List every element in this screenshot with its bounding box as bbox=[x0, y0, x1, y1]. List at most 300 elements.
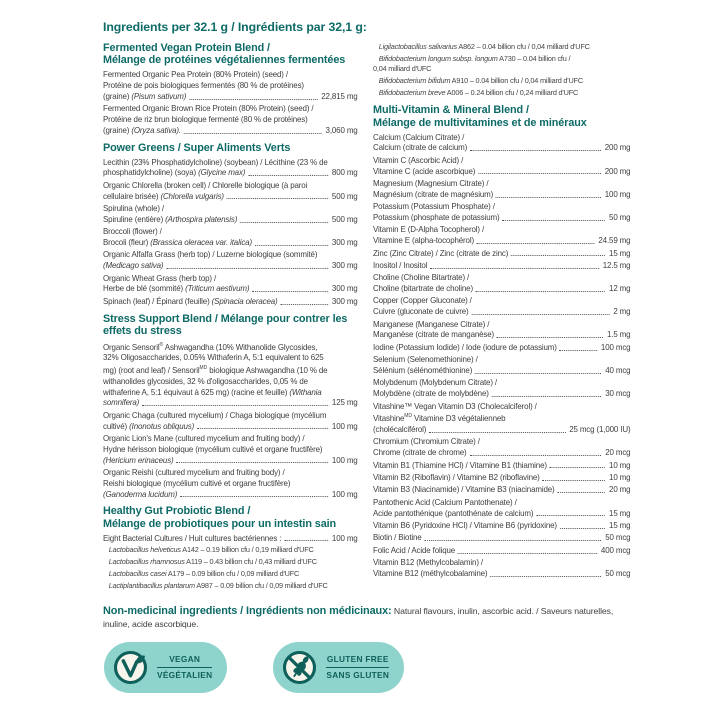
ingredient-line bbox=[373, 272, 630, 283]
ingredient-line-text bbox=[373, 413, 505, 423]
ingredient-line-text bbox=[373, 377, 497, 387]
ingredient-line-text bbox=[373, 235, 474, 246]
ingredient-line-text bbox=[373, 508, 533, 519]
ingredient-line-text bbox=[379, 76, 583, 85]
ingredient-amount: 200 mg bbox=[604, 165, 631, 176]
ingredient-text: A987 – 0.09 billion cfu / 0,09 milliard d'UFC bbox=[194, 580, 328, 590]
vegan-badge-text bbox=[157, 655, 212, 679]
ingredient-line-text bbox=[373, 484, 555, 495]
ingredient-line bbox=[373, 329, 630, 340]
ingredient-line bbox=[103, 103, 358, 114]
ingredient-amount: 200 mg bbox=[604, 142, 631, 153]
ingredient-line bbox=[373, 354, 630, 365]
ingredient-line-text bbox=[103, 226, 162, 236]
ingredient-line-text bbox=[373, 283, 473, 294]
ingredient-item bbox=[373, 545, 644, 556]
gluten-free-badge bbox=[273, 642, 404, 693]
section-heading bbox=[103, 142, 371, 154]
ingredient-line bbox=[103, 283, 358, 294]
ingredient-text: Reishi biologique (mycélium cultivé et organe fructifère) bbox=[103, 477, 291, 488]
ingredient-line-text bbox=[373, 248, 508, 259]
ingredient-line-text bbox=[103, 433, 304, 443]
ingredient-text: (graine) bbox=[103, 90, 132, 101]
section-heading-line: Power Greens / Super Aliments Verts bbox=[103, 141, 291, 154]
section-heading bbox=[373, 104, 644, 129]
ingredient-text: Protéine de pois biologiques fermentés (80 % de protéines) bbox=[103, 80, 304, 91]
ingredient-amount: 20 mg bbox=[609, 484, 631, 495]
ingredient-item bbox=[373, 132, 644, 154]
ingredient-line-text bbox=[373, 460, 547, 471]
ingredient-text: Folic Acid / Acide folique bbox=[373, 544, 456, 555]
ingredient-line bbox=[103, 387, 358, 398]
ingredient-line-text bbox=[103, 167, 245, 178]
ingredient-amount: 100 mg bbox=[331, 454, 358, 465]
ingredient-text: Choline (Choline Bitartrate) / bbox=[373, 272, 470, 283]
ingredient-line bbox=[103, 167, 358, 178]
ingredient-text: Manganèse (citrate de manganèse) bbox=[373, 329, 495, 340]
ingredient-line-text bbox=[103, 342, 317, 352]
ingredient-text: phosphatidylcholine) (soya) bbox=[103, 167, 199, 178]
ingredient-text: Bifidobacterium breve bbox=[378, 87, 446, 97]
dot-leader bbox=[430, 268, 599, 269]
dot-leader bbox=[240, 222, 328, 223]
ingredient-amount: 15 mg bbox=[609, 519, 631, 530]
dot-leader bbox=[511, 255, 605, 256]
ingredient-text: biologique Ashwagandha (10 % de bbox=[207, 365, 328, 376]
ingredient-item bbox=[373, 272, 644, 294]
ingredient-line-text bbox=[103, 397, 139, 408]
dot-leader bbox=[502, 220, 605, 221]
ingredient-item bbox=[373, 42, 644, 52]
ingredient-line bbox=[373, 401, 630, 412]
ingredient-line-text bbox=[103, 157, 328, 167]
dot-leader bbox=[166, 268, 328, 269]
section-heading-line: Fermented Vegan Protein Blend / bbox=[103, 42, 270, 54]
dot-leader bbox=[458, 553, 597, 554]
ingredient-amount: 25 mcg (1,000 IU) bbox=[569, 424, 631, 435]
ingredient-text: Fermented Organic Brown Rice Protein (80% Protein) (seed) / bbox=[103, 103, 314, 114]
ingredient-line bbox=[103, 410, 358, 421]
vegan-leaf-check-icon bbox=[111, 648, 150, 687]
ingredient-text: Eight Bacterial Cultures / Huit cultures bactériennes : bbox=[103, 532, 282, 543]
ingredient-item bbox=[373, 155, 644, 177]
ingredient-line bbox=[103, 125, 358, 136]
ingredient-line bbox=[373, 295, 630, 306]
ingredient-amount: 400 mcg bbox=[600, 544, 631, 555]
ingredient-amount: 300 mg bbox=[331, 295, 358, 306]
ingredient-line bbox=[103, 467, 358, 478]
ingredient-line bbox=[373, 319, 630, 330]
ingredient-line-text bbox=[103, 203, 164, 213]
ingredient-text: Vitashine™ Vegan Vitamin D3 (Cholecalciferol) / bbox=[373, 400, 537, 411]
ingredient-text: Vitamin B6 (Pyridoxine HCl) / Vitamine B6 (pyridoxine) bbox=[373, 519, 557, 530]
ingredient-item bbox=[103, 226, 371, 248]
ingredient-amount: 3,060 mg bbox=[325, 124, 358, 135]
ingredient-item bbox=[373, 88, 644, 98]
ingredient-line bbox=[103, 180, 358, 191]
ingredient-line-text bbox=[373, 155, 463, 165]
ingredient-item bbox=[373, 401, 644, 435]
ingredient-line-text bbox=[373, 201, 495, 211]
ingredient-text: Vitashine bbox=[373, 413, 405, 424]
ingredient-line bbox=[103, 260, 358, 271]
ingredient-line-text bbox=[373, 295, 472, 305]
ingredient-line bbox=[373, 508, 630, 519]
ingredient-line-text bbox=[373, 142, 467, 153]
ingredient-line bbox=[373, 557, 630, 568]
section-heading-line: Mélange de protéines végétaliennes fermentées bbox=[103, 54, 346, 67]
gluten-free-badge-text bbox=[326, 655, 389, 679]
ingredient-line bbox=[373, 342, 630, 353]
ingredient-line-text bbox=[373, 447, 467, 458]
ingredient-amount: 24.59 mg bbox=[598, 235, 631, 246]
vegan-badge bbox=[104, 642, 227, 693]
ingredient-line-text bbox=[103, 91, 186, 102]
ingredient-line bbox=[103, 340, 358, 353]
ingredient-line-text bbox=[109, 557, 317, 566]
page-title: Ingredients per 32.1 g / Ingrédients par 32,1 g: bbox=[103, 20, 367, 34]
ingredient-item bbox=[373, 484, 644, 495]
ingredient-line-text bbox=[373, 424, 426, 435]
ingredient-amount: 1.5 mg bbox=[606, 329, 631, 340]
ingredient-amount: 2 mg bbox=[613, 306, 631, 317]
ingredient-line bbox=[103, 226, 358, 237]
ingredient-line-text bbox=[373, 472, 540, 483]
ingredient-item bbox=[103, 103, 371, 135]
ingredient-text: A142 – 0.19 billion cfu / 0,19 milliard d'UFC bbox=[180, 545, 314, 555]
ingredient-text: cellulaire brisée) bbox=[103, 190, 161, 201]
non-medicinal-text: Natural flavours, inulin, ascorbic acid. / Saveurs naturelles, inuline, acide ascorbique. bbox=[103, 605, 614, 630]
dot-leader bbox=[255, 245, 328, 246]
ingredient-line-text bbox=[103, 410, 326, 420]
ingredient-item bbox=[373, 224, 644, 246]
ingredient-text: Vitamin B12 (Methylcobalamin) / bbox=[373, 557, 483, 568]
dot-leader bbox=[424, 540, 601, 541]
ingredient-line bbox=[103, 581, 358, 591]
dot-leader bbox=[189, 99, 317, 100]
ingredient-line-text bbox=[103, 352, 324, 362]
ingredient-line bbox=[373, 42, 630, 52]
ingredient-amount: 12 mg bbox=[609, 283, 631, 294]
ingredient-text: Inositol / Inositol bbox=[373, 259, 428, 270]
ingredient-text: ® bbox=[159, 341, 164, 348]
ingredient-text: (Brassica oleracea var. italica) bbox=[150, 236, 252, 247]
ingredient-text: Organic Alfalfa Grass (herb top) / Luzerne biologique (sommité) bbox=[103, 249, 318, 260]
ingredient-item bbox=[103, 581, 371, 591]
dot-leader bbox=[176, 462, 328, 463]
ingredient-text: Ashwagandha (10% Withanolide Glycosides, bbox=[163, 341, 318, 352]
ingredient-line bbox=[373, 532, 630, 543]
ingredient-text: A179 – 0.09 billion cfu / 0,09 milliard d'UFC bbox=[166, 568, 300, 578]
ingredient-amount: 100 mg bbox=[331, 532, 358, 543]
ingredient-line bbox=[373, 388, 630, 399]
ingredient-line-text bbox=[373, 329, 494, 340]
ingredient-item bbox=[103, 157, 371, 179]
ingredient-amount: 100 mg bbox=[331, 420, 358, 431]
ingredient-text: Potassium (Potassium Phosphate) / bbox=[373, 201, 495, 212]
ingredient-line bbox=[373, 248, 630, 259]
ingredient-line bbox=[103, 433, 358, 444]
ingredient-amount: 22,815 mg bbox=[321, 90, 358, 101]
ingredient-line-text bbox=[373, 306, 469, 317]
ingredient-text: Lecithin (23% Phosphatidylcholine) (soybean) / Lécithine (23 % de bbox=[103, 156, 328, 167]
ingredient-line-text bbox=[103, 260, 163, 271]
ingredient-line bbox=[373, 460, 630, 471]
section-heading bbox=[103, 42, 371, 67]
ingredient-text: (Oryza sativa). bbox=[131, 124, 181, 135]
ingredients-column-right bbox=[373, 42, 644, 580]
ingredient-line bbox=[373, 436, 630, 447]
ingredient-line bbox=[373, 377, 630, 388]
ingredient-line bbox=[373, 64, 630, 74]
dot-leader bbox=[496, 197, 601, 198]
ingredient-line-text bbox=[109, 545, 314, 554]
ingredient-line-text bbox=[103, 273, 216, 283]
ingredient-line bbox=[373, 54, 630, 64]
ingredient-line-text bbox=[373, 260, 427, 271]
ingredient-text: Organic Lion's Mane (cultured mycelium and fruiting body) / bbox=[103, 432, 305, 443]
ingredient-text: Lactiplantibacillus plantarum bbox=[108, 580, 195, 590]
non-medicinal-ingredients bbox=[103, 604, 635, 631]
ingredient-amount: 12.5 mg bbox=[602, 259, 631, 270]
ingredient-text: Lactobacillus rhamnosus bbox=[108, 556, 185, 566]
dot-leader bbox=[543, 480, 606, 481]
gluten-free-badge-line1: GLUTEN FREE bbox=[326, 654, 389, 665]
ingredient-line-text bbox=[103, 214, 237, 225]
ingredient-amount: 30 mcg bbox=[605, 388, 631, 399]
dot-leader bbox=[477, 243, 595, 244]
ingredient-item bbox=[103, 203, 371, 225]
dot-leader bbox=[560, 528, 605, 529]
ingredient-amount: 300 mg bbox=[331, 260, 358, 271]
ingredient-text: (graine) bbox=[103, 124, 132, 135]
ingredient-text: (Glycine max) bbox=[198, 167, 246, 178]
ingredient-item bbox=[103, 467, 371, 499]
ingredient-text: Copper (Copper Gluconate) / bbox=[373, 295, 472, 306]
ingredient-text: Pantothenic Acid (Calcium Pantothenate) / bbox=[373, 496, 517, 507]
ingredient-line bbox=[373, 497, 630, 508]
ingredient-item bbox=[373, 354, 644, 376]
ingredient-text: Choline (bitartrate de choline) bbox=[373, 283, 473, 294]
ingredient-item bbox=[373, 497, 644, 519]
section-heading bbox=[103, 313, 371, 338]
ingredient-line-text bbox=[103, 125, 181, 136]
ingredient-line-text bbox=[103, 237, 252, 248]
ingredient-line bbox=[103, 191, 358, 202]
ingredient-line bbox=[103, 296, 358, 307]
ingredient-text: Organic Reishi (cultured mycelium and fruiting body) / bbox=[103, 466, 285, 477]
ingredient-item bbox=[103, 296, 371, 307]
ingredient-line-text bbox=[373, 132, 464, 142]
ingredient-text: Bifidobacterium longum subsp. longum bbox=[378, 53, 498, 63]
ingredient-line bbox=[103, 421, 358, 432]
dot-leader bbox=[470, 150, 601, 151]
ingredient-line-text bbox=[373, 178, 488, 188]
ingredient-line-text bbox=[373, 365, 472, 376]
ingredient-text: Spirulina (whole) / bbox=[103, 202, 164, 213]
ingredient-item bbox=[103, 433, 371, 465]
ingredient-amount: 500 mg bbox=[331, 213, 358, 224]
ingredient-amount: 500 mg bbox=[331, 190, 358, 201]
dot-leader bbox=[180, 496, 328, 497]
ingredients-columns bbox=[103, 42, 644, 593]
ingredient-text: Calcium (Calcium Citrate) / bbox=[373, 131, 465, 142]
ingredient-text: withaferine A, 5:1 équivaut à 625 mg) (racine et feuille) bbox=[103, 386, 290, 397]
ingredient-text: Sélénium (sélénométhionine) bbox=[373, 365, 473, 376]
non-medicinal-label: Non-medicinal ingredients / Ingrédients non médicinaux: bbox=[103, 604, 392, 617]
ingredient-item bbox=[373, 260, 644, 271]
ingredient-line bbox=[103, 352, 358, 363]
ingredient-text: Potassium (phosphate de potassium) bbox=[373, 211, 500, 222]
ingredient-line bbox=[373, 224, 630, 235]
ingredient-line-text bbox=[103, 376, 308, 386]
ingredient-text: Calcium (citrate de calcium) bbox=[373, 142, 468, 153]
ingredient-text: A862 – 0.04 billion cfu / 0,04 milliard d'UFC bbox=[457, 42, 590, 51]
ingredient-line bbox=[103, 489, 358, 500]
ingredient-line bbox=[103, 80, 358, 91]
ingredient-text: somnifera) bbox=[103, 397, 140, 408]
ingredient-text: Magnesium (Magnesium Citrate) / bbox=[373, 177, 489, 188]
ingredient-line-text bbox=[373, 497, 517, 507]
ingredient-line-text bbox=[109, 581, 328, 590]
ingredient-line bbox=[103, 157, 358, 168]
ingredient-item bbox=[373, 76, 644, 86]
ingredient-text: mg) (root and leaf) / Sensoril bbox=[103, 365, 200, 376]
ingredient-line bbox=[373, 235, 630, 246]
ingredient-amount: 15 mg bbox=[609, 507, 631, 518]
ingredient-text: Spiruline (entière) bbox=[103, 213, 166, 224]
dot-leader bbox=[476, 291, 605, 292]
ingredient-line-text bbox=[373, 64, 431, 73]
ingredient-item bbox=[103, 273, 371, 295]
ingredient-line-text bbox=[373, 388, 489, 399]
ingredient-line bbox=[373, 155, 630, 166]
ingredient-line bbox=[103, 214, 358, 225]
ingredient-line-text bbox=[373, 342, 557, 353]
dot-leader bbox=[478, 173, 601, 174]
ingredient-item bbox=[373, 248, 644, 259]
ingredient-amount: 125 mg bbox=[331, 397, 358, 408]
vegan-badge-line1: VEGAN bbox=[169, 654, 201, 665]
ingredient-text: Broccoli (flower) / bbox=[103, 226, 162, 237]
ingredient-text: Vitamin B1 (Thiamine HCl) / Vitamine B1 (thiamine) bbox=[373, 459, 547, 470]
ingredient-amount: 15 mg bbox=[609, 247, 631, 258]
ingredient-line bbox=[373, 189, 630, 200]
ingredients-column-left bbox=[103, 42, 371, 593]
ingredient-text: (Medicago sativa) bbox=[103, 260, 164, 271]
dot-leader bbox=[492, 396, 602, 397]
dot-leader bbox=[197, 428, 328, 429]
ingredient-item bbox=[103, 410, 371, 432]
ingredient-item bbox=[373, 436, 644, 458]
gluten-free-badge-line2: SANS GLUTEN bbox=[326, 669, 390, 680]
ingredient-text: Lactobacillus casei bbox=[108, 568, 167, 578]
ingredient-item bbox=[373, 319, 644, 341]
dot-leader bbox=[557, 492, 605, 493]
ingredient-item bbox=[103, 69, 371, 101]
ingredient-line-text bbox=[373, 319, 489, 329]
ingredient-line-text bbox=[373, 354, 478, 364]
ingredient-line bbox=[373, 260, 630, 271]
ingredient-text: (Hericium erinaceus) bbox=[103, 454, 174, 465]
dot-leader bbox=[248, 175, 328, 176]
ingredient-text: cultivé) bbox=[103, 420, 130, 431]
ingredient-text: (Chlorella vulgaris) bbox=[160, 190, 224, 201]
dot-leader bbox=[490, 576, 601, 577]
ingredient-text: Manganese (Manganese Citrate) / bbox=[373, 318, 490, 329]
section-heading-line: Mélange de multivitamines et de minéraux bbox=[373, 116, 587, 129]
ingredient-line bbox=[373, 365, 630, 376]
ingredient-text: (Inonotus obliquus) bbox=[129, 420, 195, 431]
ingredient-text: Herbe de blé (sommité) bbox=[103, 283, 186, 294]
ingredient-line-text bbox=[103, 103, 313, 113]
ingredient-line-text bbox=[373, 545, 455, 556]
ingredient-item bbox=[373, 520, 644, 531]
ingredient-line bbox=[103, 69, 358, 80]
ingredient-text: Vitamine C (acide ascorbique) bbox=[373, 165, 476, 176]
ingredient-text: Vitamin C (Ascorbic Acid) / bbox=[373, 154, 464, 165]
ingredient-line bbox=[373, 76, 630, 86]
ingredient-line-text bbox=[103, 80, 304, 90]
section-heading bbox=[103, 505, 371, 530]
dot-leader bbox=[284, 540, 328, 541]
vegan-badge-line2: VÉGÉTALIEN bbox=[157, 669, 213, 680]
ingredient-item bbox=[103, 569, 371, 579]
ingredient-text: 0,04 milliard d'UFC bbox=[373, 64, 432, 74]
ingredient-line-text bbox=[103, 283, 249, 294]
ingredient-line-text bbox=[373, 532, 422, 543]
ingredient-text: Brocoli (fleur) bbox=[103, 236, 151, 247]
ingredient-line-text bbox=[103, 365, 327, 375]
ingredient-text: Protéine de riz brun biologique fermenté (80 % de protéines) bbox=[103, 114, 308, 125]
ingredient-text: Hydne hérisson biologique (mycélium cultivé et organe fructifère) bbox=[103, 443, 323, 454]
ingredient-text: Organic Wheat Grass (herb top) / bbox=[103, 272, 217, 283]
ingredient-line-text bbox=[103, 489, 177, 500]
ingredient-line-text bbox=[103, 421, 194, 432]
ingredient-line bbox=[103, 569, 358, 579]
ingredient-text: Bifidobacterium bifidum bbox=[378, 76, 451, 86]
ingredient-line bbox=[103, 363, 358, 376]
ingredient-line bbox=[373, 212, 630, 223]
ingredient-item bbox=[373, 460, 644, 471]
ingredient-text: (Spinacia oleracea) bbox=[211, 295, 278, 306]
ingredient-line bbox=[103, 533, 358, 544]
ingredient-amount: 300 mg bbox=[331, 283, 358, 294]
badge-divider bbox=[326, 667, 389, 668]
ingredient-text: Vitamin B3 (Niacinamide) / Vitamine B3 (niacinamide) bbox=[373, 484, 555, 495]
ingredient-line-text bbox=[103, 180, 307, 190]
ingredient-amount: 40 mcg bbox=[605, 365, 631, 376]
ingredient-text: Organic Sensoril bbox=[103, 341, 160, 352]
ingredient-item bbox=[373, 54, 644, 75]
ingredient-amount: 100 mg bbox=[331, 488, 358, 499]
ingredient-line bbox=[373, 568, 630, 579]
ingredient-item bbox=[103, 533, 371, 544]
ingredient-text: withanolides glycosides, 32 % d'oligosaccharides, 0,05 % de bbox=[103, 375, 308, 386]
ingredient-text: Molybdenum (Molybdenum Citrate) / bbox=[373, 377, 497, 388]
ingredient-line bbox=[103, 397, 358, 408]
ingredient-text: (Triticum aestivum) bbox=[185, 283, 250, 294]
ingredient-amount: 10 mg bbox=[609, 471, 631, 482]
ingredient-line bbox=[373, 166, 630, 177]
ingredient-line-text bbox=[103, 467, 285, 477]
ingredient-line-text bbox=[103, 296, 278, 307]
ingredient-text: A730 – 0.04 billion cfu / bbox=[497, 53, 571, 63]
ingredient-item bbox=[103, 340, 371, 408]
ingredient-text: MD bbox=[404, 413, 412, 420]
ingredient-line bbox=[373, 411, 630, 424]
ingredient-text: (Arthospira platensis) bbox=[165, 213, 238, 224]
